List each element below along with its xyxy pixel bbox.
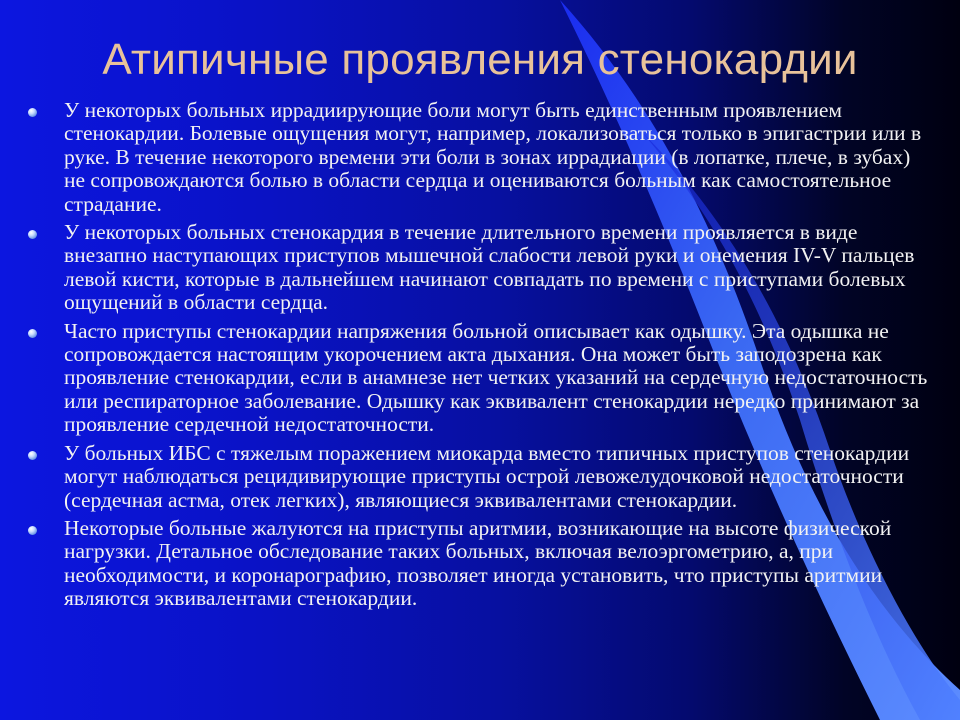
bullet-icon [28,451,37,460]
bullet-text: У некоторых больных стенокардия в течение длительного времени проявляется в виде внезапно наступающих приступов мышечной слабости левой руки и онемения IV-V пальцев левой кисти, которые в дальнейшем начинают совпадать по времени с приступами болевых ощущений в области сердца. [64,220,915,315]
list-item [28,99,933,216]
slide-title: Атипичные проявления стенокардии [102,35,858,84]
list-item [28,517,933,611]
list-item [28,221,933,315]
bullet-icon [28,108,37,117]
bullet-icon [28,230,37,239]
list-item [28,320,933,437]
bullet-text: Часто приступы стенокардии напряжения больной описывает как одышку. Эта одышка не сопровождается настоящим укорочением акта дыхания. Она может быть заподозрена как проявление стенокардии, если в анамнезе нет четких указаний на сердечную недостаточность или респираторное заболевание. Одышку как эквивалент стенокардии нередко принимают за проявление сердечной недостаточности. [64,318,928,437]
bullet-icon [28,329,37,338]
list-item [28,442,933,512]
bullet-text: У некоторых больных иррадиирующие боли могут быть единственным проявлением стенокардии. Болевые ощущения могут, например, локализоваться только в эпигастрии или в руке. В течение некоторого времени эти боли в зонах иррадиации (в лопатке, плече, в зубах) не сопровождаются болью в области сердца и оцениваются больным как самостоятельное страдание. [64,98,922,216]
bullet-text: Некоторые больные жалуются на приступы аритмии, возникающие на высоте физической нагрузки. Детальное обследование таких больных, включая велоэргометрию, а, при необходимости, и коронарографию, позволяет иногда установить, что приступы аритмии являются эквивалентами стенокардии. [64,515,892,611]
bullet-list [28,99,933,616]
bullet-icon [28,526,37,535]
bullet-text: У больных ИБС с тяжелым поражением миокарда вместо типичных приступов стенокардии могут наблюдаться рецидивирующие приступы острой левожелудочковой недостаточности (сердечная астма, отек легких), являющиеся эквивалентами стенокардии. [64,440,910,512]
